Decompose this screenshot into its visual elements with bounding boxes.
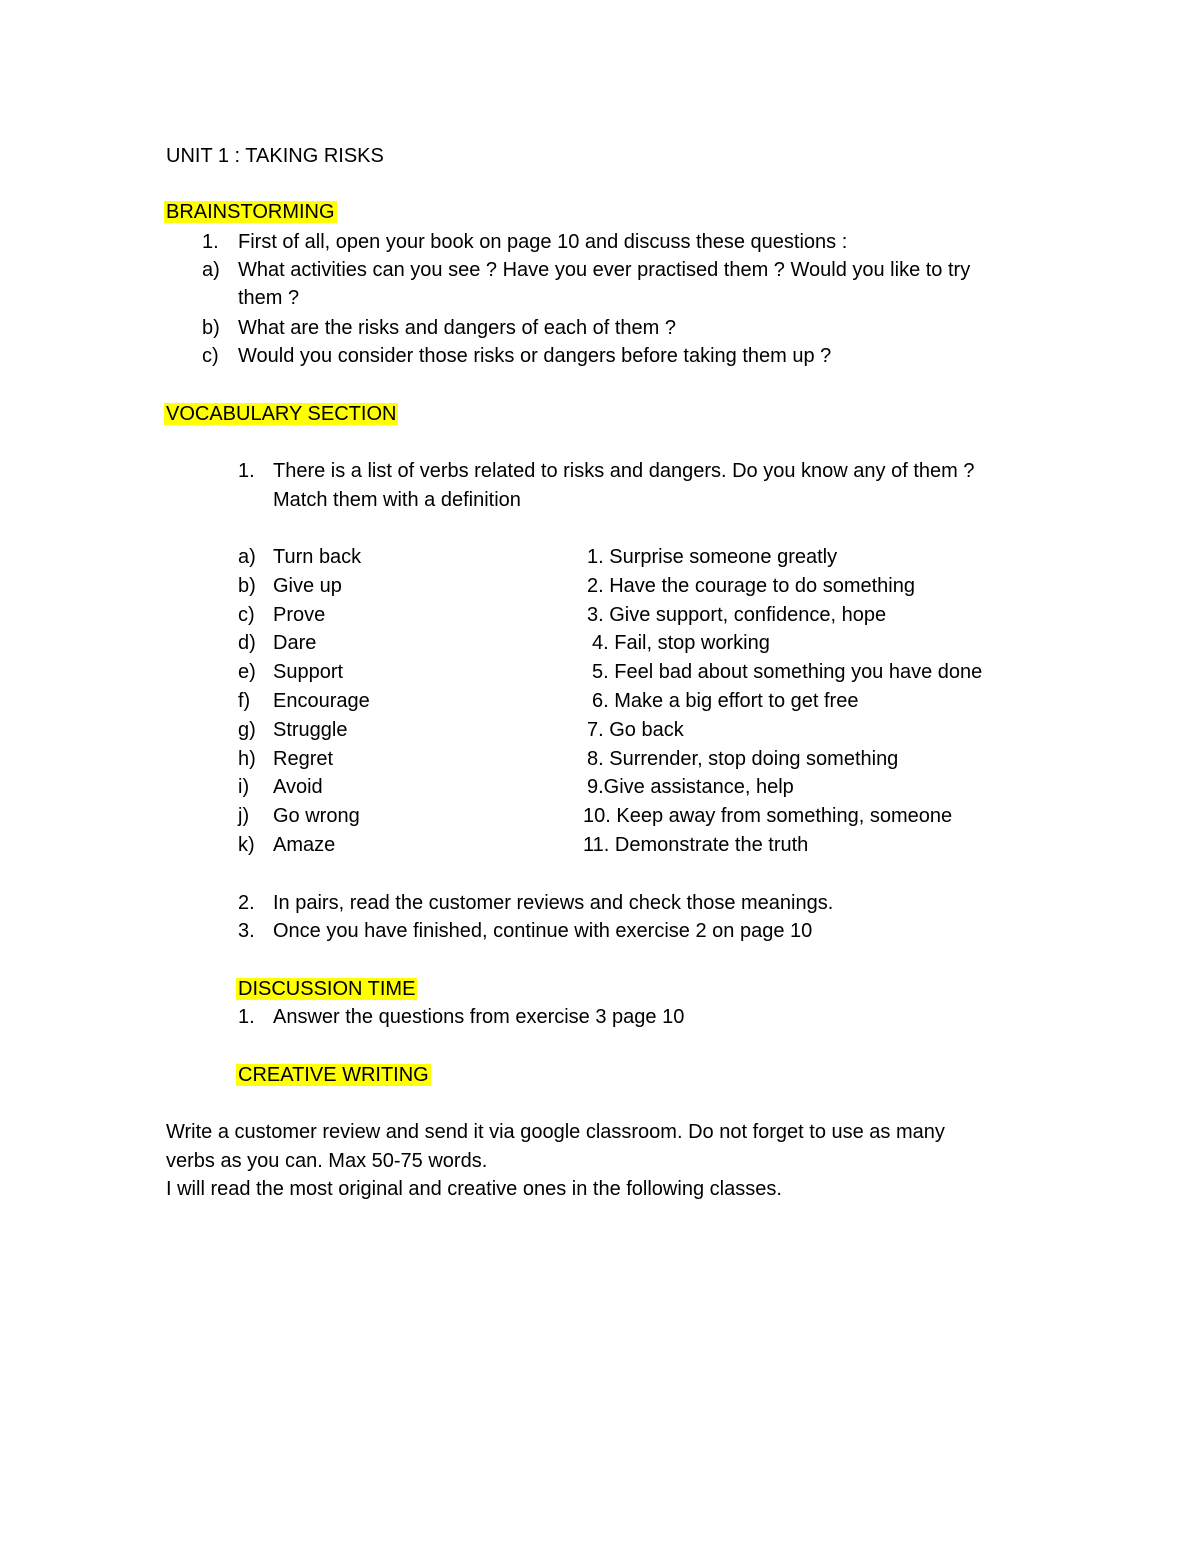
vocabulary-heading <box>166 400 398 428</box>
brainstorming-item-a-letter: a) <box>202 259 220 281</box>
brainstorming-item-b-text: What are the risks and dangers of each of them ? <box>238 317 677 339</box>
vocabulary-intro-number: 1. <box>238 460 255 482</box>
verb-term: Struggle <box>273 719 348 741</box>
brainstorming-q1-number: 1. <box>202 231 219 253</box>
verb-term: Give up <box>273 575 342 597</box>
verb-letter: h) <box>238 748 256 770</box>
page-title: UNIT 1 : TAKING RISKS <box>166 145 384 167</box>
vocabulary-step2-text: In pairs, read the customer reviews and check those meanings. <box>273 892 834 914</box>
verb-term: Avoid <box>273 776 323 798</box>
discussion-heading <box>238 975 417 1003</box>
verb-definition: 2. Have the courage to do something <box>587 575 915 597</box>
verb-letter: g) <box>238 719 256 741</box>
verb-definition: 1. Surprise someone greatly <box>587 546 838 568</box>
vocabulary-intro-line2: Match them with a definition <box>273 489 521 511</box>
brainstorming-item-a-continuation: them ? <box>238 287 300 309</box>
verb-letter: j) <box>238 805 250 827</box>
brainstorming-heading-text: BRAINSTORMING <box>166 201 335 223</box>
verb-term: Dare <box>273 632 317 654</box>
vocabulary-step3-text: Once you have finished, continue with exercise 2 on page 10 <box>273 920 813 942</box>
verb-term: Prove <box>273 604 326 626</box>
brainstorming-item-c-text: Would you consider those risks or dangers before taking them up ? <box>238 345 832 367</box>
creative-text-line3: I will read the most original and creative ones in the following classes. <box>166 1178 782 1200</box>
verb-letter: c) <box>238 604 255 626</box>
verb-term: Support <box>273 661 344 683</box>
verb-letter: k) <box>238 834 255 856</box>
vocabulary-intro-line1: There is a list of verbs related to risks and dangers. Do you know any of them ? <box>273 460 975 482</box>
verb-definition: 4. Fail, stop working <box>592 632 770 654</box>
verb-term: Amaze <box>273 834 336 856</box>
verb-term: Go wrong <box>273 805 360 827</box>
discussion-q1-text: Answer the questions from exercise 3 page 10 <box>273 1006 685 1028</box>
verb-definition: 8. Surrender, stop doing something <box>587 748 899 770</box>
verb-definition: 11. Demonstrate the truth <box>583 834 809 856</box>
creative-heading-text: CREATIVE WRITING <box>238 1064 429 1086</box>
verb-definition: 6. Make a big effort to get free <box>592 690 859 712</box>
verb-letter: d) <box>238 632 256 654</box>
verb-definition: 7. Go back <box>587 719 684 741</box>
verb-letter: b) <box>238 575 256 597</box>
creative-heading <box>238 1061 431 1089</box>
verb-letter: i) <box>238 776 250 798</box>
discussion-q1-number: 1. <box>238 1006 255 1028</box>
vocabulary-step3-number: 3. <box>238 920 255 942</box>
verb-letter: e) <box>238 661 256 683</box>
discussion-heading-text: DISCUSSION TIME <box>238 978 416 1000</box>
verb-letter: f) <box>238 690 251 712</box>
brainstorming-item-b-letter: b) <box>202 317 220 339</box>
vocabulary-step2-number: 2. <box>238 892 255 914</box>
brainstorming-item-c-letter: c) <box>202 345 219 367</box>
creative-text-line1: Write a customer review and send it via google classroom. Do not forget to use as many <box>166 1121 945 1143</box>
verb-letter: a) <box>238 546 256 568</box>
vocabulary-heading-text: VOCABULARY SECTION <box>166 403 397 425</box>
verb-definition: 5. Feel bad about something you have done <box>592 661 983 683</box>
verb-term: Turn back <box>273 546 362 568</box>
verb-definition: 10. Keep away from something, someone <box>583 805 953 827</box>
brainstorming-heading <box>166 198 337 226</box>
brainstorming-q1-text: First of all, open your book on page 10 and discuss these questions : <box>238 231 848 253</box>
verb-term: Regret <box>273 748 334 770</box>
creative-text-line2: verbs as you can. Max 50-75 words. <box>166 1150 488 1172</box>
verb-term: Encourage <box>273 690 370 712</box>
brainstorming-item-a-text: What activities can you see ? Have you ever practised them ? Would you like to try <box>238 259 971 281</box>
verb-definition: 3. Give support, confidence, hope <box>587 604 887 626</box>
verb-definition: 9.Give assistance, help <box>587 776 794 798</box>
